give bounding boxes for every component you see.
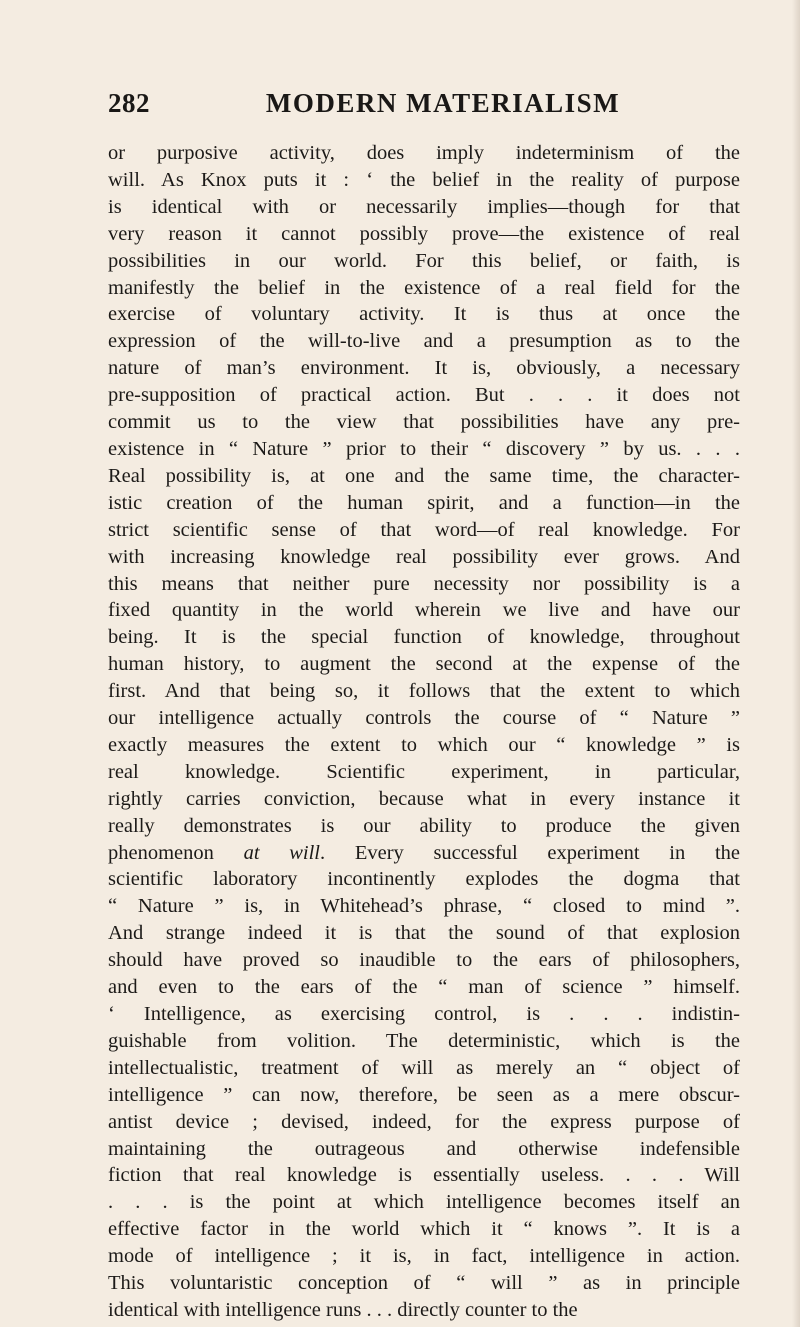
running-title: MODERN MATERIALISM [265,88,621,118]
text-line: intellectualistic, treatment of will as merely an “ object of [108,1056,740,1079]
text-line: or purposive activity, does imply indeterminism of the [108,142,740,164]
text-line: manifestly the belief in the existence of a real field for the [108,276,740,299]
text-line: effective factor in the world which it “ knows ”. It is a [108,1218,740,1241]
text-line: should have proved so inaudible to the ears of philosophers, [108,949,740,972]
emphasis: at will [243,841,320,864]
text-line: istic creation of the human spirit, and a function—in the [108,491,740,514]
text-line: fiction that real knowledge is essentially useless. . . . Will [108,1164,740,1187]
text-line: real knowledge. Scientific experiment, in particular, [108,760,740,783]
text-line: . . . is the point at which intelligence becomes itself an [108,1191,740,1214]
text-line: very reason it cannot possibly prove—the existence of real [108,222,740,245]
text-line: nature of man’s environment. It is, obviously, a necessary [108,357,740,380]
text-line: pre-supposition of practical action. But . . . it does not [108,384,740,407]
text-line: with increasing knowledge real possibility ever grows. And [108,545,740,568]
page-edge-shadow [792,0,800,1327]
text-line: really demonstrates is our ability to produce the given [108,814,740,837]
text-line: “ Nature ” is, in Whitehead’s phrase, “ closed to mind ”. [108,895,740,918]
page-number: 282 [108,88,150,118]
text-line: being. It is the special function of knowledge, throughout [108,626,740,649]
text-line: first. And that being so, it follows that the extent to which [108,680,740,703]
text-line: And strange indeed it is that the sound of that explosion [108,922,740,945]
text-line: Real possibility is, at one and the same time, the character- [108,464,740,487]
text-line: ‘ Intelligence, as exercising control, is . . . indistin- [108,1003,740,1025]
text-line: maintaining the outrageous and otherwise indefensible [108,1137,740,1160]
body-text [108,140,740,1324]
text-line: phenomenon at will. Every successful experiment in the [108,841,740,864]
text-line: intelligence ” can now, therefore, be seen as a mere obscur- [108,1083,740,1106]
text-line: possibilities in our world. For this belief, or faith, is [108,249,740,272]
text-line: commit us to the view that possibilities have any pre- [108,411,740,434]
text-line: is identical with or necessarily implies—though for that [108,195,740,218]
text-line: exercise of voluntary activity. It is thus at once the [108,303,740,326]
text-line: mode of intelligence ; it is, in fact, intelligence in action. [108,1245,740,1268]
text-line: our intelligence actually controls the course of “ Nature ” [108,707,740,730]
text-line: antist device ; devised, indeed, for the express purpose of [108,1110,740,1133]
text-line: human history, to augment the second at the expense of the [108,653,740,676]
text-line: fixed quantity in the world wherein we live and have our [108,599,740,622]
text-line: guishable from volition. The deterministic, which is the [108,1029,740,1052]
text-line: This voluntaristic conception of “ will ” as in principle [108,1272,740,1295]
text-line: identical with intelligence runs . . . directly counter to the [108,1298,578,1321]
text-line: scientific laboratory incontinently explodes the dogma that [108,868,740,891]
text-line: existence in “ Nature ” prior to their “ discovery ” by us. . . . [108,437,740,460]
page-header [108,88,738,128]
text-line: exactly measures the extent to which our “ knowledge ” is [108,733,740,756]
text-line: rightly carries conviction, because what in every instance it [108,787,740,810]
text-line: expression of the will-to-live and a presumption as to the [108,330,740,353]
text-line: and even to the ears of the “ man of science ” himself. [108,976,740,999]
text-line: will. As Knox puts it : ‘ the belief in the reality of purpose [108,168,740,191]
text-line: strict scientific sense of that word—of real knowledge. For [108,518,740,541]
text-line: this means that neither pure necessity nor possibility is a [108,572,740,595]
